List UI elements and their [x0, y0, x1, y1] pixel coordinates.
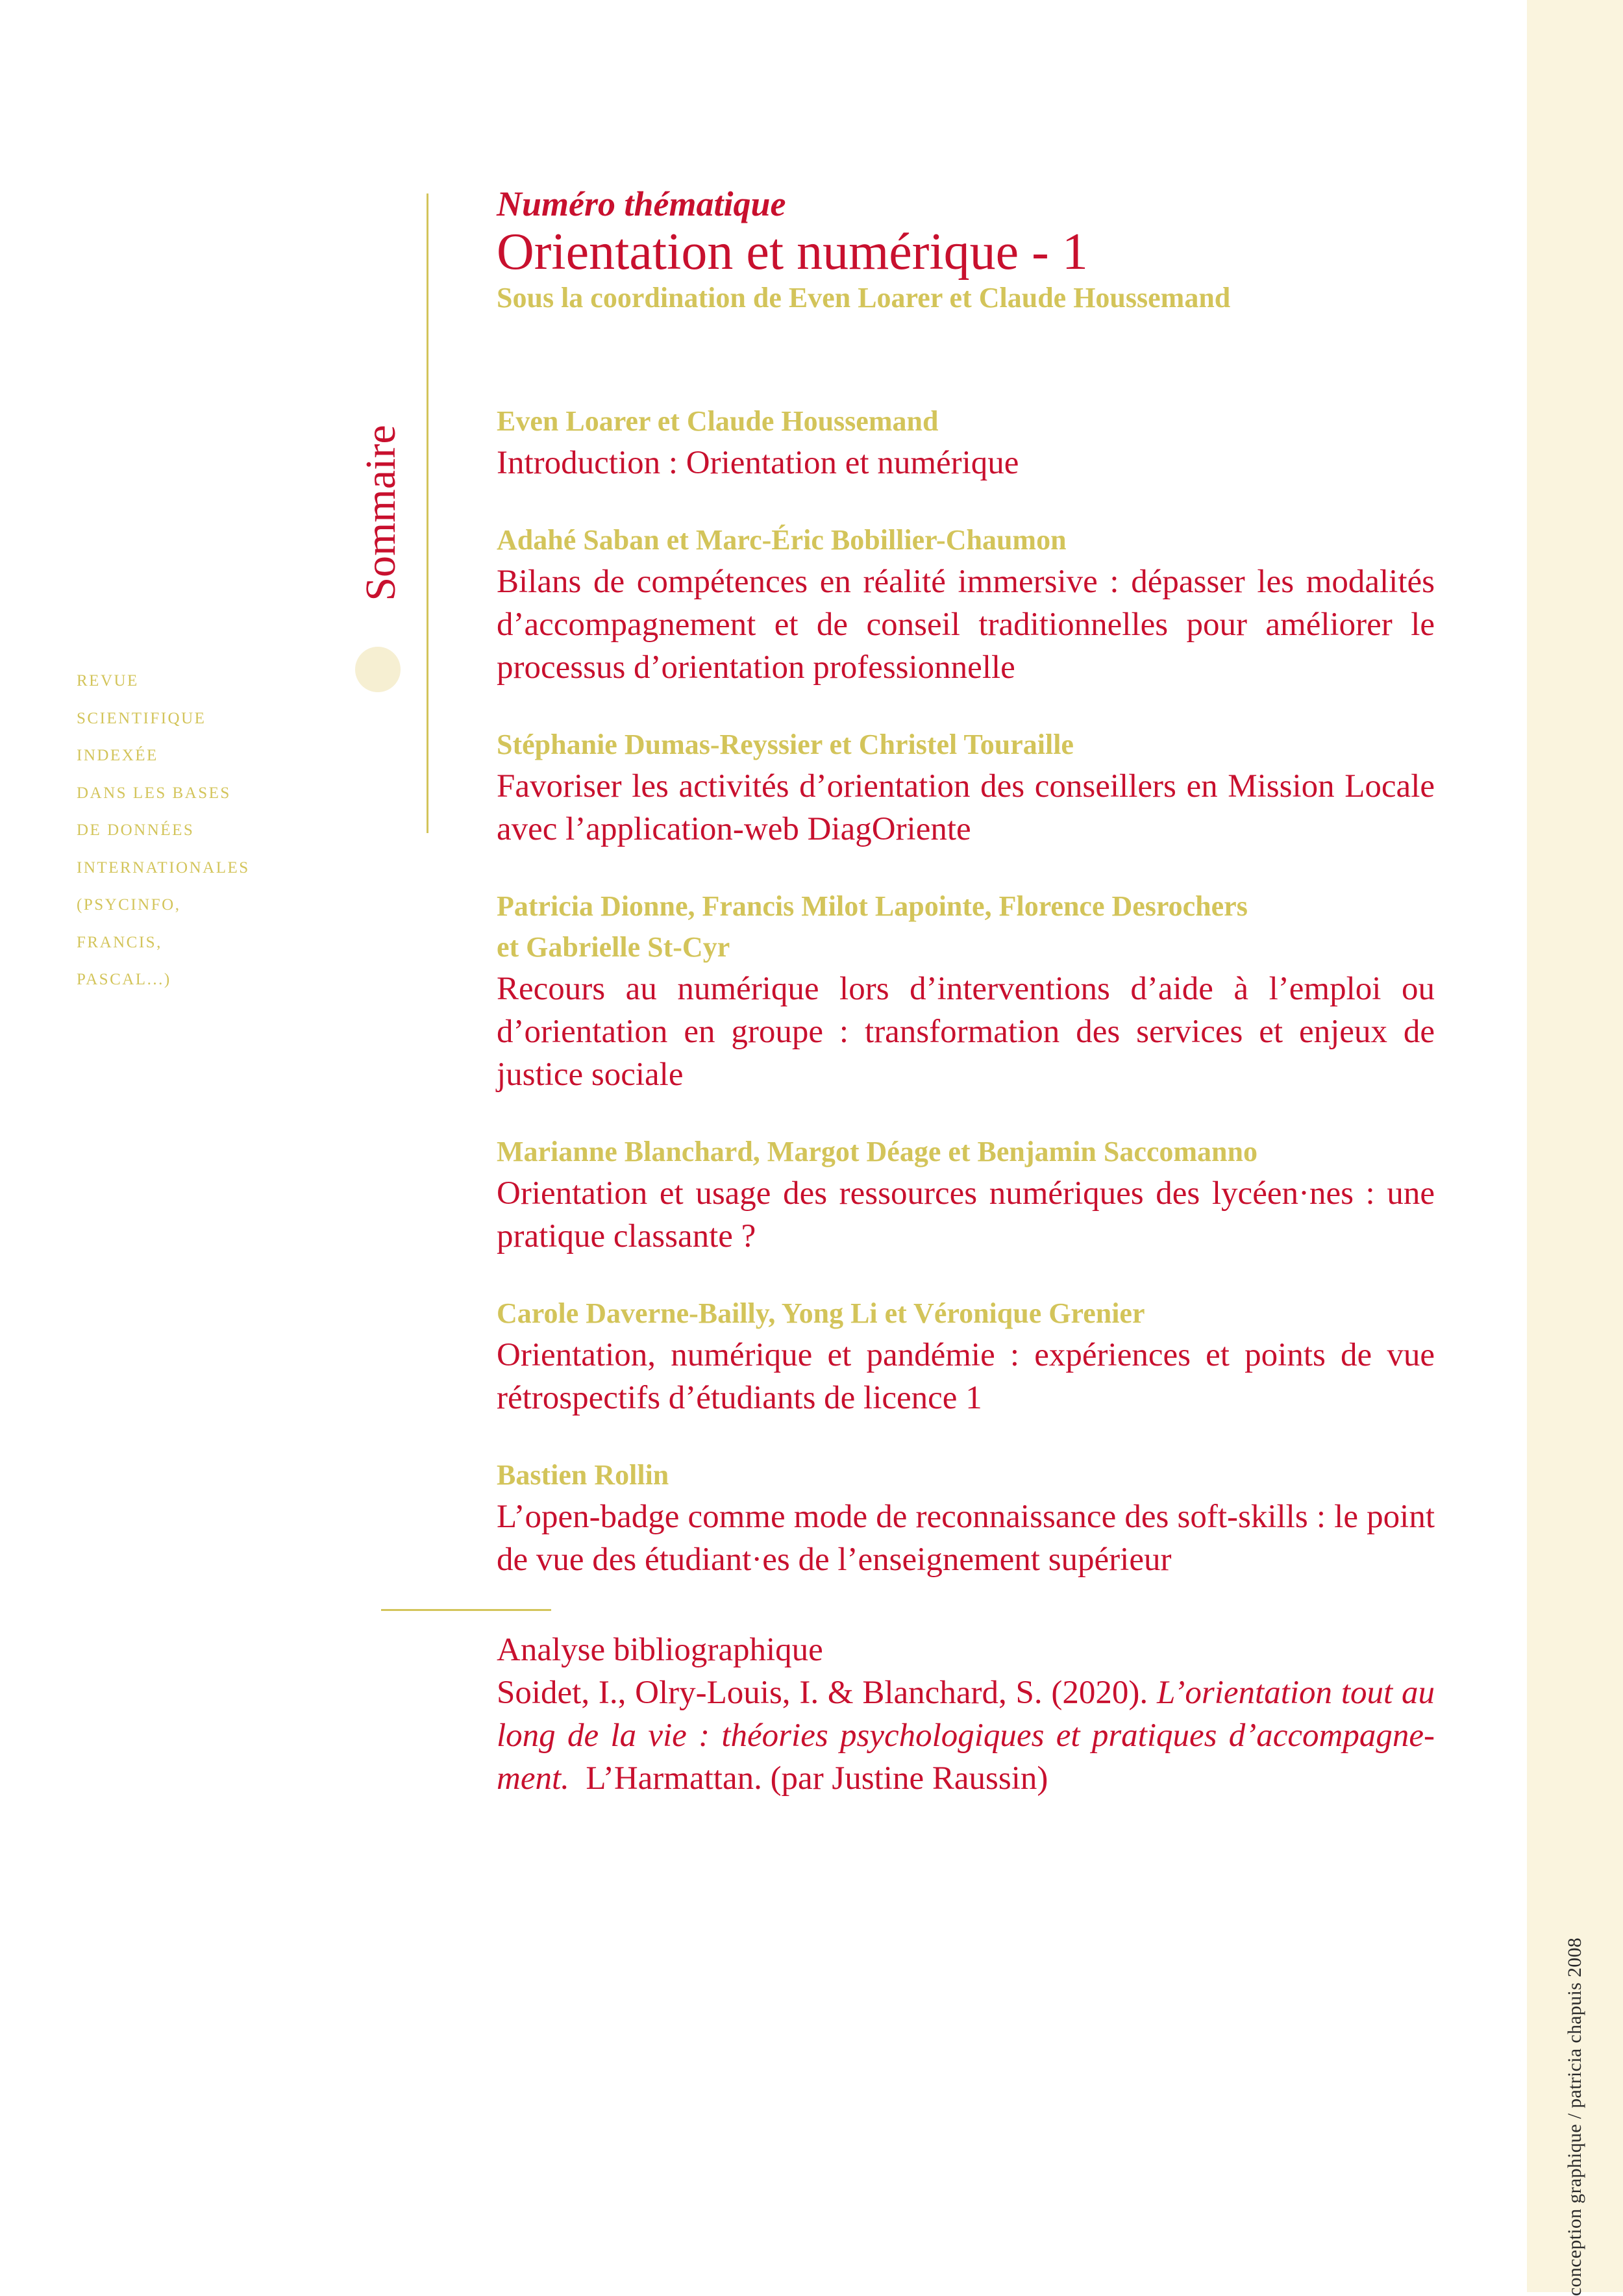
article-authors: Even Loarer et Claude Houssemand: [497, 405, 939, 437]
vertical-rule: [427, 193, 428, 833]
revue-line: SCIENTIFIQUE: [77, 709, 206, 727]
issue-coordination: Sous la coordination de Even Loarer et Claude Houssemand: [497, 282, 1231, 314]
revue-line: DE DONNÉES: [77, 821, 195, 839]
article-title: Bilans de compétences en réalité immersive : dépasser les modalités d’accompagnement et de conseil traditionnelles pour améliorer le processus d’orientation professionnelle: [497, 564, 1435, 686]
article-authors: Bastien Rollin: [497, 1459, 669, 1491]
article-title: Favoriser les activités d’orientation des conseillers en Mission Locale avec l’application-web DiagOriente: [497, 768, 1435, 847]
ref-publisher: L’Harmattan. (par Justine Raussin): [586, 1760, 1048, 1797]
section-divider: [381, 1609, 551, 1611]
design-credit: conception graphique / patricia chapuis 2008: [1564, 1937, 1585, 2296]
revue-line: DANS LES BASES: [77, 784, 231, 802]
table-of-contents: [497, 401, 1435, 1616]
toc-entry: [497, 519, 1435, 689]
issue-title: Orientation et numérique - 1: [497, 223, 1088, 281]
issue-label: Numéro thématique: [497, 184, 786, 223]
toc-entry: [497, 886, 1435, 1096]
issue-header: [497, 184, 1438, 316]
revue-line: INTERNATIONALES: [77, 858, 250, 877]
article-authors: Stéphanie Dumas-Reyssier et Christel Touraille: [497, 729, 1074, 760]
revue-line: (PSYCINFO,: [77, 896, 181, 914]
authors-line: et Gabrielle St-Cyr: [497, 931, 730, 963]
journal-indexing-note: [77, 662, 291, 999]
toc-entry: [497, 1293, 1435, 1419]
ref-title: L’orientation tout au long de la vie : théories psychologiques et pratiques d’accompagnement.: [497, 1675, 1435, 1797]
decorative-dot: [355, 647, 401, 692]
sommaire-label: Sommaire: [357, 425, 404, 601]
revue-line: FRANCIS,: [77, 933, 162, 951]
article-title: Orientation et usage des ressources numériques des lycéen·nes : une pratique classante ?: [497, 1175, 1435, 1254]
revue-line: REVUE: [77, 672, 139, 690]
article-authors: Adahé Saban et Marc-Éric Bobillier-Chaumon: [497, 524, 1067, 556]
authors-line: Patricia Dionne, Francis Milot Lapointe, Florence Desrochers: [497, 890, 1248, 922]
article-authors: Carole Daverne-Bailly, Yong Li et Véronique Grenier: [497, 1297, 1145, 1329]
article-title: L’open-badge comme mode de reconnaissance des soft-skills : le point de vue des étudiant·es de l’enseignement supérieur: [497, 1499, 1435, 1578]
article-title: Introduction : Orientation et numérique: [497, 445, 1019, 481]
bibliographic-analysis: [497, 1628, 1435, 1800]
ref-authors: Soidet, I., Olry-Louis, I. & Blanchard, S. (2020).: [497, 1675, 1148, 1711]
biblio-heading: Analyse bibliographique: [497, 1632, 823, 1668]
article-authors: [497, 886, 1435, 967]
article-title: Orientation, numérique et pandémie : expériences et points de vue rétrospectifs d’étudiants de licence 1: [497, 1337, 1435, 1416]
toc-entry: [497, 724, 1435, 851]
revue-line: PASCAL...): [77, 971, 171, 988]
article-authors: Marianne Blanchard, Margot Déage et Benjamin Saccomanno: [497, 1136, 1258, 1167]
article-title: Recours au numérique lors d’interventions d’aide à l’emploi ou d’orientation en groupe : transformation des services et enjeux de justice sociale: [497, 971, 1435, 1093]
toc-entry: [497, 1131, 1435, 1258]
toc-entry: [497, 1454, 1435, 1581]
biblio-reference: [497, 1671, 1435, 1800]
revue-line: INDEXÉE: [77, 747, 158, 764]
toc-entry: [497, 401, 1435, 484]
